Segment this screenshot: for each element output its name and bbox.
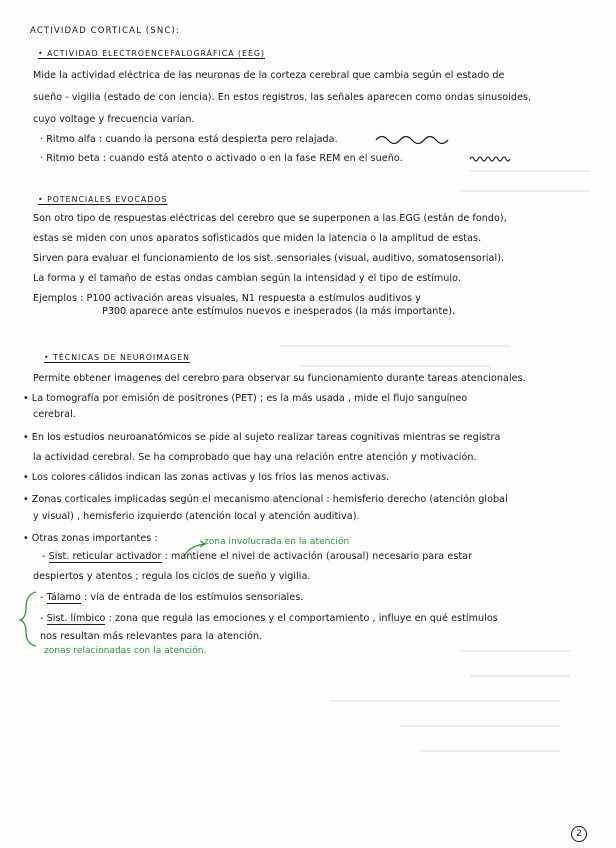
page-number: 2 <box>571 826 587 842</box>
talamo-text: : vía de entrada de los estímulos sensoriales. <box>83 592 304 603</box>
eeg-line-2: sueño - vigilia (estado de con iencia). En estos registros, las señales aparecen como ondas sinusoides, <box>33 92 532 103</box>
potenciales-line-5: Ejemplos : P100 activación areas visuales, N1 respuesta a estímulos auditivos y <box>33 293 421 304</box>
tecnicas-line-5: la actividad cerebral. Se ha comprobado que hay una relación entre atención y motivación. <box>33 452 477 463</box>
green-note-related-zones: zonas relacionadas con la atención. <box>44 646 207 656</box>
tecnicas-line-7: • Zonas corticales implicadas según el mecanismo atencional : hemisferio derecho (atención global <box>23 494 508 505</box>
ritmo-beta: · Ritmo beta : cuando está atento o activado o en la fase REM en el sueño. <box>40 153 403 164</box>
eeg-heading: • ACTIVIDAD ELECTROENCEFALOGRÁFICA (EEG) <box>38 49 265 58</box>
tecnicas-line-4: • En los estudios neuroanatómicos se pide al sujeto realizar tareas cognitivas mientras se registra <box>23 432 501 443</box>
ritmo-alfa: · Ritmo alfa : cuando la persona está despierta pero relajada. <box>40 134 338 145</box>
tecnicas-line-6: • Los colores cálidos indican las zonas activas y los fríos las menos activas. <box>23 472 390 483</box>
sist-reticular-text: : mantiene el nivel de activación (arousal) necesario para estar <box>164 551 473 562</box>
potenciales-heading: • POTENCIALES EVOCADOS <box>38 195 168 204</box>
eeg-line-1: Mide la actividad eléctrica de las neuronas de la corteza cerebral que cambia según el estado de <box>33 70 505 81</box>
eeg-line-3: cuyo voltage y frecuencia varían. <box>33 114 195 125</box>
tecnicas-line-2: • La tomografía por emisión de positrones (PET) ; es la más usada , mide el flujo sanguíneo <box>23 393 468 404</box>
alpha-wave-sketch <box>374 131 454 147</box>
green-brace <box>18 588 40 648</box>
tecnicas-line-3: cerebral. <box>33 409 76 420</box>
tecnicas-heading: • TÉCNICAS DE NEUROIMAGEN <box>44 353 191 362</box>
green-note-attention-zone: zona involucrada en la atención <box>204 537 350 547</box>
tecnicas-line-9: • Otras zonas importantes : <box>23 533 158 544</box>
sist-reticular-label: Sist. reticular activador <box>48 551 162 562</box>
potenciales-line-4: La forma y el tamaño de estas ondas cambian según la intensidad y el tipo de estímulo. <box>33 273 461 284</box>
potenciales-line-2: estas se miden con unos aparatos sofisticados que miden la latencia o la amplitud de estas. <box>33 233 482 244</box>
talamo-line: - Tálamo : vía de entrada de los estímulos sensoriales. <box>40 592 304 603</box>
tecnicas-line-8: y visual) , hemisferio izquierdo (atención local y atención auditiva). <box>33 511 360 522</box>
beta-wave-sketch <box>468 152 514 164</box>
sist-reticular-line: - Sist. reticular activador : mantiene el nivel de activación (arousal) necesario para estar <box>42 551 473 562</box>
sist-reticular-cont: despiertos y atentos ; regula los ciclos de sueño y vigilia. <box>33 571 311 582</box>
tecnicas-line-1: Permite obtener imagenes del cerebro para observar su funcionamiento durante tareas atencionales. <box>33 373 526 384</box>
limbico-line: - Sist. límbico : zona que regula las emociones y el comportamiento , influye en qué estímulos <box>40 613 498 624</box>
potenciales-line-1: Son otro tipo de respuestas eléctricas del cerebro que se superponen a las EGG (están de fondo), <box>33 213 507 224</box>
limbico-label: Sist. límbico <box>46 613 106 624</box>
potenciales-line-6: P300 aparece ante estímulos nuevos e inesperados (la más importante). <box>102 306 456 317</box>
talamo-label: Tálamo <box>46 592 81 603</box>
potenciales-line-3: Sirven para evaluar el funcionamiento de los sist. sensoriales (visual, auditivo, somatosensorial). <box>33 253 505 264</box>
limbico-text: : zona que regula las emociones y el comportamiento , influye en qué estímulos <box>108 613 498 624</box>
page-title: ACTIVIDAD CORTICAL (SNC): <box>30 26 180 36</box>
limbico-cont: nos resultan más relevantes para la atención. <box>40 631 263 642</box>
